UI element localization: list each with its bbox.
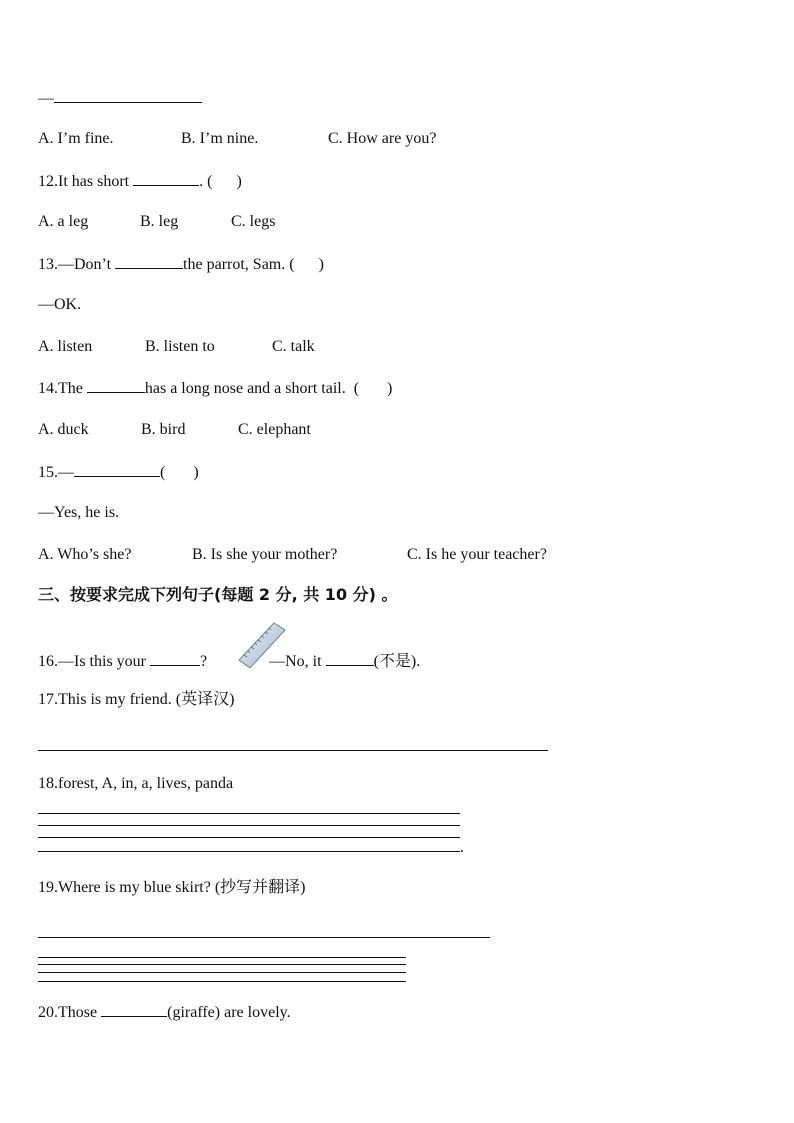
q13-reply: —OK. bbox=[38, 296, 82, 313]
q11-answer-line bbox=[38, 88, 202, 109]
q11-options bbox=[38, 129, 436, 149]
question-text: has a long nose and a short tail. bbox=[144, 380, 346, 397]
question-15 bbox=[38, 462, 199, 483]
paren-close: ) bbox=[236, 173, 242, 190]
question-12 bbox=[38, 171, 242, 192]
option-b[interactable]: B. bird bbox=[141, 421, 186, 438]
q14-options bbox=[38, 420, 311, 440]
option-a[interactable]: A. a leg bbox=[38, 213, 89, 230]
q15-options bbox=[38, 545, 547, 565]
answer-blank[interactable] bbox=[326, 651, 374, 666]
writing-line[interactable] bbox=[38, 825, 460, 826]
question-number: 18. bbox=[38, 775, 58, 792]
writing-line[interactable] bbox=[38, 937, 490, 938]
answer-blank[interactable] bbox=[115, 254, 183, 269]
question-text: —Don’t bbox=[58, 256, 112, 273]
paren-open: ( bbox=[353, 380, 360, 397]
question-text: — bbox=[58, 464, 74, 481]
writing-line[interactable] bbox=[38, 972, 406, 973]
question-16 bbox=[38, 651, 420, 672]
answer-blank[interactable] bbox=[133, 171, 199, 186]
option-c[interactable]: C. Is he your teacher? bbox=[407, 546, 547, 563]
question-19 bbox=[38, 878, 306, 898]
question-text: —Is this your bbox=[58, 653, 146, 670]
option-c[interactable]: C. legs bbox=[231, 213, 276, 230]
paren-open: ( bbox=[160, 464, 166, 481]
paren-close: ) bbox=[318, 256, 324, 273]
option-c[interactable]: C. elephant bbox=[238, 421, 311, 438]
answer-blank[interactable] bbox=[74, 462, 160, 477]
writing-line[interactable] bbox=[38, 981, 406, 982]
section-3-title: 三、按要求完成下列句子(每题 2 分, 共 10 分) 。 bbox=[38, 585, 398, 604]
question-number: 13. bbox=[38, 256, 58, 273]
question-number: 16. bbox=[38, 653, 58, 670]
paren-close: ) bbox=[387, 380, 393, 397]
writing-line[interactable] bbox=[38, 957, 406, 958]
reply-text: —No, it bbox=[269, 653, 322, 670]
question-number: 19. bbox=[38, 879, 58, 896]
writing-line[interactable] bbox=[38, 750, 548, 751]
option-c[interactable]: C. talk bbox=[272, 338, 315, 355]
question-text: It has short bbox=[58, 173, 130, 190]
question-text: the parrot, Sam. ( bbox=[183, 256, 295, 273]
q12-options bbox=[38, 212, 275, 232]
option-a[interactable]: A. Who’s she? bbox=[38, 546, 132, 563]
writing-line[interactable] bbox=[38, 837, 460, 838]
question-text: Those bbox=[58, 1004, 98, 1021]
question-number: 17. bbox=[38, 691, 58, 708]
question-13 bbox=[38, 254, 324, 275]
q15-reply: —Yes, he is. bbox=[38, 504, 120, 521]
question-text: This is my friend. (英译汉) bbox=[58, 691, 235, 708]
question-20 bbox=[38, 1002, 291, 1023]
answer-blank[interactable] bbox=[87, 378, 145, 393]
answer-blank[interactable] bbox=[150, 651, 200, 666]
question-number: 14. bbox=[38, 380, 58, 397]
q13-options bbox=[38, 337, 315, 357]
answer-blank[interactable] bbox=[101, 1002, 167, 1017]
question-number: 12. bbox=[38, 173, 58, 190]
option-b[interactable]: B. listen to bbox=[145, 338, 215, 355]
option-a[interactable]: A. listen bbox=[38, 338, 93, 355]
question-text: . ( bbox=[199, 173, 213, 190]
question-number: 20. bbox=[38, 1004, 58, 1021]
option-b[interactable]: B. I’m nine. bbox=[181, 130, 259, 147]
hint-text: (不是). bbox=[373, 653, 421, 670]
question-text: Where is my blue skirt? (抄写并翻译) bbox=[58, 879, 306, 896]
option-b[interactable]: B. leg bbox=[140, 213, 179, 230]
ruler-icon bbox=[236, 620, 288, 670]
question-14 bbox=[38, 378, 392, 399]
writing-line[interactable] bbox=[38, 851, 460, 852]
question-text: The bbox=[58, 380, 83, 397]
writing-line[interactable] bbox=[38, 964, 406, 965]
period-mark: . bbox=[460, 839, 464, 856]
paren-close: ) bbox=[193, 464, 199, 481]
option-a[interactable]: A. I’m fine. bbox=[38, 130, 114, 147]
question-text: (giraffe) are lovely. bbox=[167, 1004, 291, 1021]
writing-line[interactable] bbox=[38, 813, 460, 814]
option-c[interactable]: C. How are you? bbox=[328, 130, 437, 147]
dash: — bbox=[38, 90, 54, 107]
question-mark: ? bbox=[200, 653, 208, 670]
option-a[interactable]: A. duck bbox=[38, 421, 89, 438]
question-17 bbox=[38, 690, 234, 710]
answer-blank[interactable] bbox=[54, 88, 202, 103]
option-b[interactable]: B. Is she your mother? bbox=[192, 546, 338, 563]
question-18 bbox=[38, 774, 233, 794]
question-text: forest, A, in, a, lives, panda bbox=[58, 775, 234, 792]
question-number: 15. bbox=[38, 464, 58, 481]
